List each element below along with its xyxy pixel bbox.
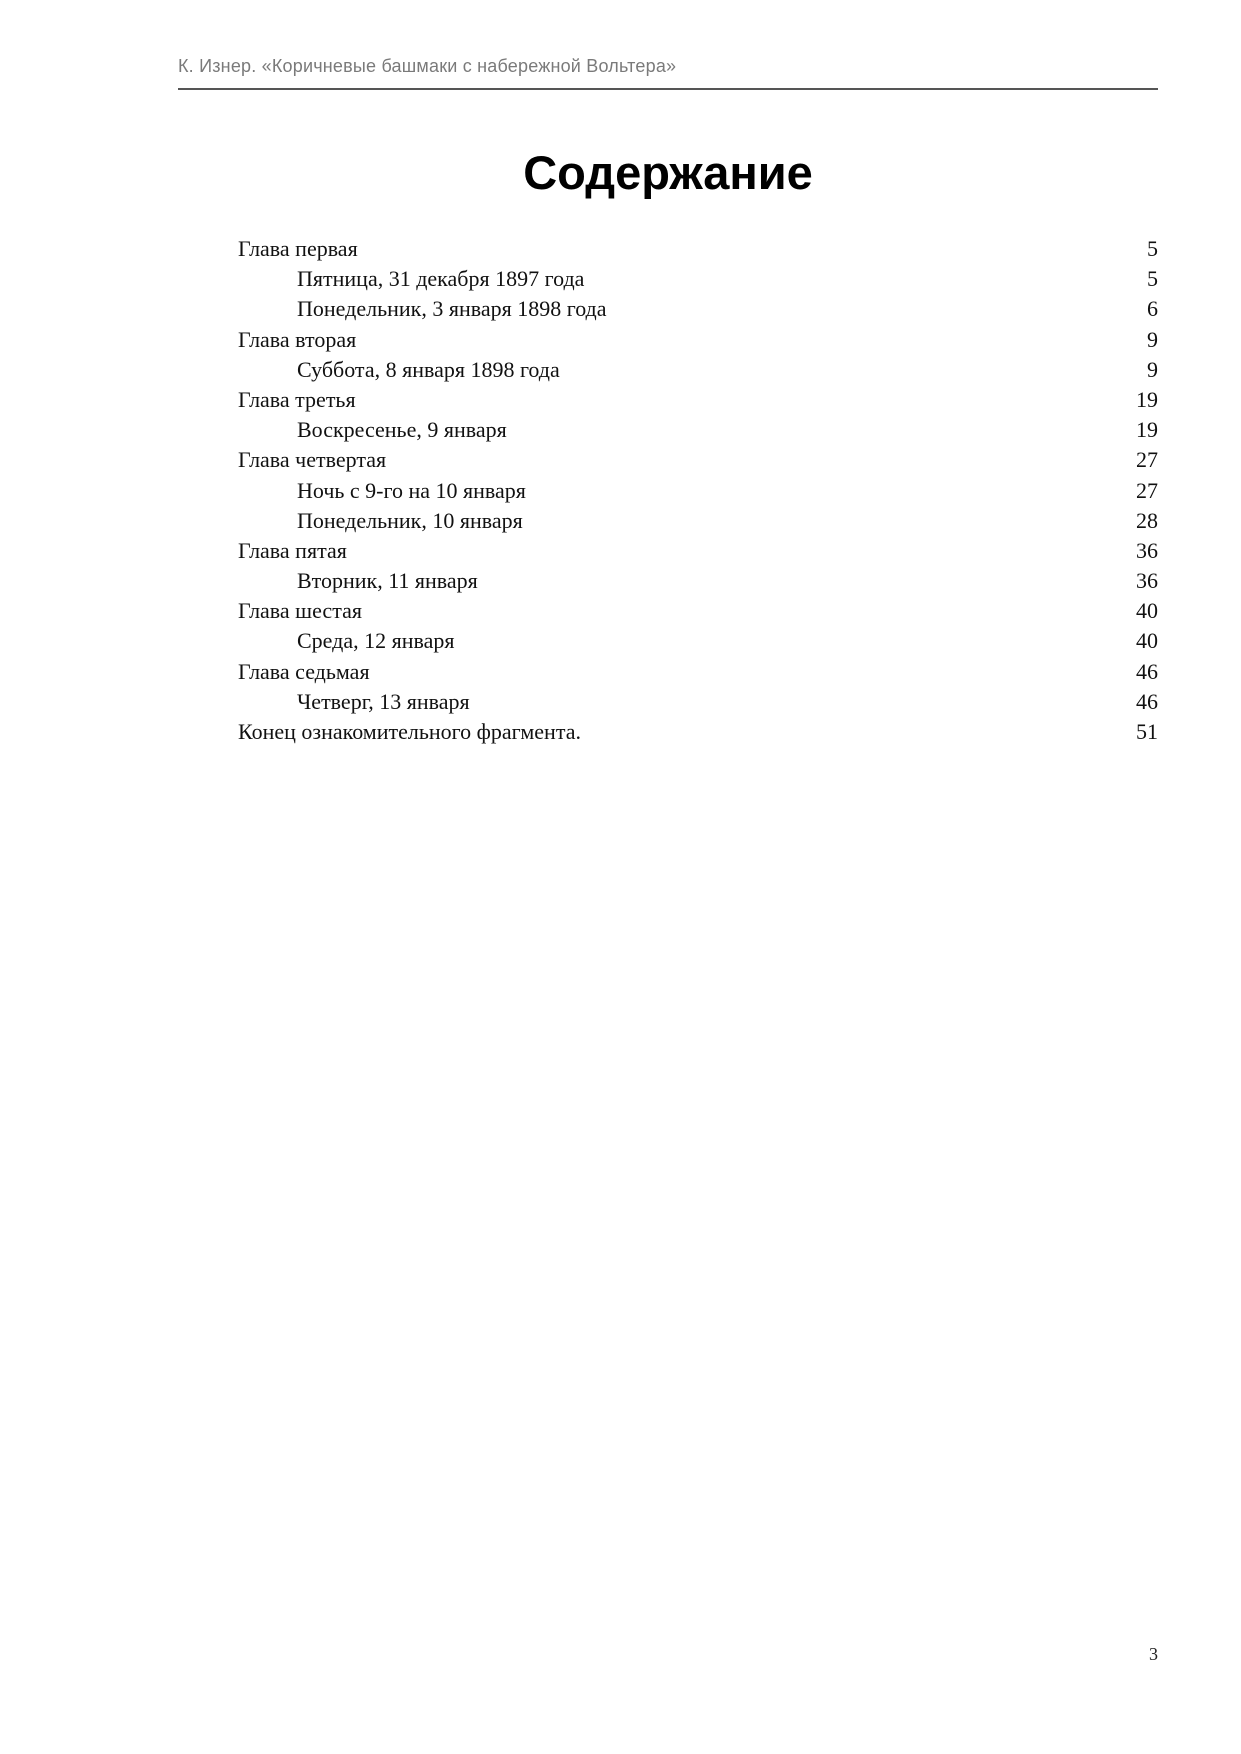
running-header: К. Изнер. «Коричневые башмаки с набережной Вольтера» <box>178 56 677 76</box>
toc-entry-page: 9 <box>1147 326 1158 352</box>
toc-entry-label: Воскресенье, 9 января <box>297 417 507 443</box>
toc-entry[interactable] <box>238 325 1158 355</box>
toc-entry[interactable] <box>238 476 1158 506</box>
toc-entry-page: 51 <box>1136 719 1158 744</box>
toc-entry-page: 6 <box>1147 296 1158 322</box>
toc-entry-label: Пятница, 31 декабря 1897 года <box>297 266 585 292</box>
toc-entry[interactable] <box>238 657 1158 687</box>
toc-entry[interactable] <box>238 385 1158 415</box>
toc-entry-label: Глава вторая <box>238 326 357 352</box>
toc-entry[interactable] <box>238 264 1158 294</box>
toc-entry-page: 5 <box>1147 266 1158 292</box>
toc-entry-page: 27 <box>1136 447 1158 473</box>
toc-entry[interactable] <box>238 445 1158 475</box>
toc-entry-label: Конец ознакомительного фрагмента. <box>238 719 581 744</box>
toc-entry-label: Ночь с 9-го на 10 января <box>297 477 526 503</box>
toc-entry-label: Понедельник, 10 января <box>297 507 523 533</box>
toc-entry-label: Среда, 12 января <box>297 628 455 654</box>
toc-entry-page: 9 <box>1147 356 1158 382</box>
toc-entry-label: Глава третья <box>238 386 356 412</box>
toc-entry-label: Глава шестая <box>238 598 362 624</box>
toc-entry[interactable] <box>238 294 1158 324</box>
toc-entry-label: Глава пятая <box>238 537 347 563</box>
toc-entry[interactable] <box>238 506 1158 536</box>
page-number: 3 <box>1149 1644 1158 1664</box>
toc-entry-page: 36 <box>1136 568 1158 594</box>
toc-entry-page: 19 <box>1136 386 1158 412</box>
toc-entry[interactable] <box>238 234 1158 264</box>
toc-entry-page: 28 <box>1136 507 1158 533</box>
toc-entry[interactable] <box>238 687 1158 717</box>
toc-entry-page: 46 <box>1136 688 1158 714</box>
toc-list <box>238 234 1158 747</box>
toc-entry-page: 46 <box>1136 658 1158 684</box>
toc-entry[interactable] <box>238 626 1158 656</box>
toc-entry-page: 40 <box>1136 598 1158 624</box>
toc-entry[interactable] <box>238 566 1158 596</box>
toc-entry-page: 5 <box>1147 236 1158 261</box>
toc-entry-label: Глава первая <box>238 236 358 261</box>
toc-entry-label: Глава седьмая <box>238 658 370 684</box>
toc-entry-page: 40 <box>1136 628 1158 654</box>
toc-entry[interactable] <box>238 717 1158 747</box>
toc-entry-label: Вторник, 11 января <box>297 568 478 594</box>
toc-entry[interactable] <box>238 415 1158 445</box>
header-divider <box>178 88 1158 90</box>
toc-entry[interactable] <box>238 355 1158 385</box>
toc-title: Содержание <box>523 146 813 199</box>
toc-entry-label: Четверг, 13 января <box>297 688 470 714</box>
toc-entry-page: 19 <box>1136 417 1158 443</box>
toc-entry-label: Понедельник, 3 января 1898 года <box>297 296 607 322</box>
toc-entry[interactable] <box>238 536 1158 566</box>
toc-entry-page: 27 <box>1136 477 1158 503</box>
toc-entry-label: Глава четвертая <box>238 447 387 473</box>
toc-entry[interactable] <box>238 596 1158 626</box>
toc-entry-label: Суббота, 8 января 1898 года <box>297 356 560 382</box>
toc-entry-page: 36 <box>1136 537 1158 563</box>
